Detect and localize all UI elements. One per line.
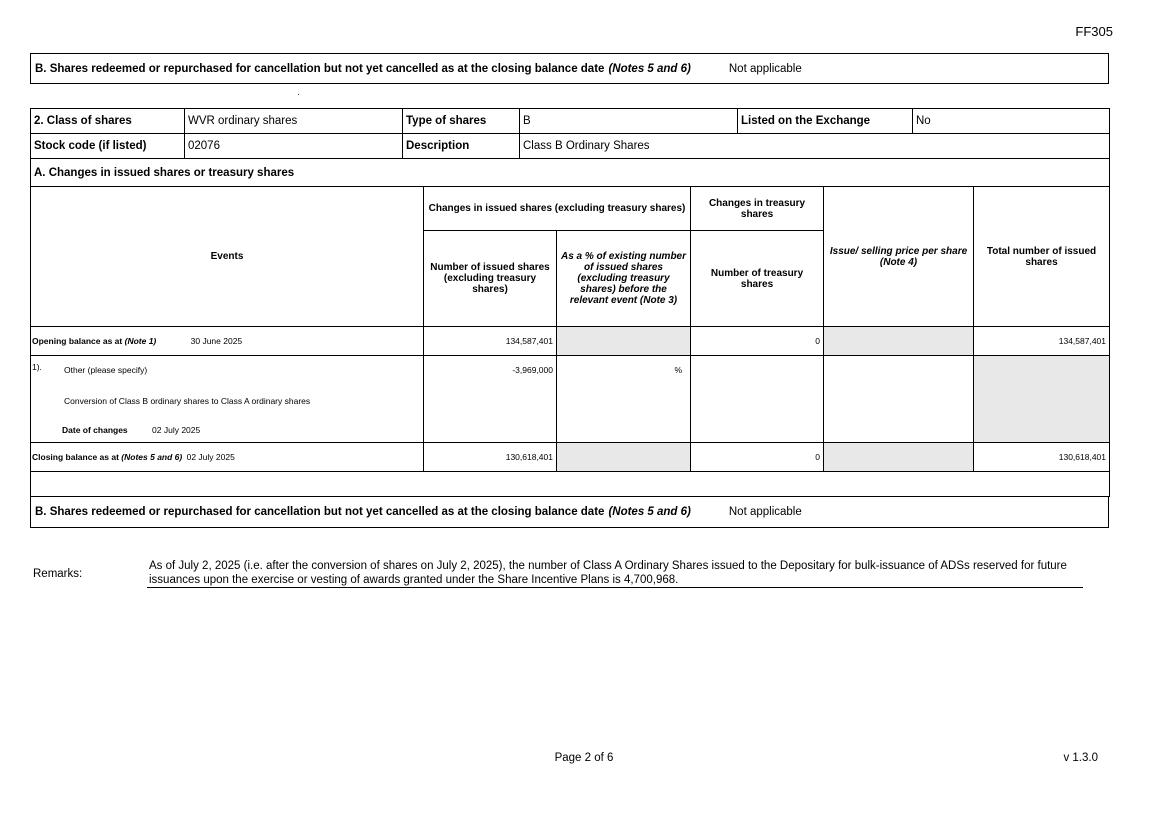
bottom-section-b [30,496,1109,528]
closing-price-cell [824,443,974,472]
bottom-section-b-value: Not applicable [728,506,802,518]
bottom-section-b-label: B. Shares redeemed or repurchased for cancellation but not yet cancelled as at the closing balance date [35,506,605,518]
class-info-table [30,108,1110,187]
closing-pct-cell [557,443,691,472]
closing-date: 02 July 2025 [186,452,235,462]
opening-label: Opening balance as at [32,336,123,346]
opening-issued: 134,587,401 [424,327,557,356]
section-a-title: A. Changes in issued shares or treasury shares [31,159,1110,187]
closing-label: Closing balance as at [32,452,119,462]
remarks-text: As of July 2, 2025 (i.e. after the conversion of shares on July 2, 2025), the number of Class A Ordinary Shares issued to the Depositary for bulk-issuance of ADSs reserved for future issuances upon the exercise or vesting of awards granted under the Share Incentive Plans is 4,700,968. [149,560,1067,586]
top-section-b-label: B. Shares redeemed or repurchased for cancellation but not yet cancelled as at the closing balance date [35,62,605,75]
page-number: Page 2 of 6 [554,752,614,764]
stock-code-value: 02076 [185,134,403,159]
event-date: 02 July 2025 [152,425,201,435]
event-price-cell [824,356,974,443]
form-code: FF305 [1075,24,1113,39]
listed-label: Listed on the Exchange [738,109,913,134]
changes-table [30,186,1110,497]
class-value: WVR ordinary shares [185,109,403,134]
event-index: 1). [32,362,42,372]
event-issued: -3,969,000 [424,356,557,443]
opening-row [31,327,1110,356]
price-header: Issue/ selling price per share (Note 4) [824,187,974,327]
stock-code-label: Stock code (if listed) [31,134,185,159]
event-type: Other (please specify) [64,365,148,375]
event-date-label: Date of changes [62,425,128,435]
pct-existing-header: As a % of existing number of issued shares (excluding treasury shares) before the relevant event (Note 3) [557,231,691,327]
changes-treasury-header: Changes in treasury shares [691,187,824,231]
opening-price-cell [824,327,974,356]
event-total-cell [974,356,1110,443]
event-pct: % [557,356,691,443]
top-section-b-notes: (Notes 5 and 6) [608,62,691,75]
total-header: Total number of issued shares [974,187,1110,327]
opening-treasury: 0 [691,327,824,356]
remarks-underline [147,587,1083,588]
stray-dot [298,94,299,95]
closing-note: (Notes 5 and 6) [121,452,183,462]
events-header: Events [31,187,424,327]
version: v 1.3.0 [1063,752,1098,764]
description-label: Description [403,134,520,159]
opening-pct-cell [557,327,691,356]
changes-issued-header: Changes in issued shares (excluding treasury shares) [424,187,691,231]
event-treasury-cell [691,356,824,443]
bottom-section-b-notes: (Notes 5 and 6) [608,506,691,518]
description-value: Class B Ordinary Shares [520,134,1110,159]
class-label: 2. Class of shares [31,109,185,134]
event-row [31,356,1110,443]
closing-treasury: 0 [691,443,824,472]
remarks-label: Remarks: [33,568,83,580]
top-section-b-value: Not applicable [728,62,802,75]
closing-issued: 130,618,401 [424,443,557,472]
blank-row [31,472,1110,497]
event-specify: Conversion of Class B ordinary shares to Class A ordinary shares [64,396,311,406]
closing-total: 130,618,401 [974,443,1110,472]
closing-row [31,443,1110,472]
opening-date: 30 June 2025 [190,336,243,346]
num-treasury-header: Number of treasury shares [691,231,824,327]
type-value: B [520,109,738,134]
num-issued-header: Number of issued shares (excluding treasury shares) [424,231,557,327]
top-section-b [30,53,1109,84]
listed-value: No [913,109,1110,134]
opening-total: 134,587,401 [974,327,1110,356]
type-label: Type of shares [403,109,520,134]
opening-note: (Note 1) [124,336,157,346]
